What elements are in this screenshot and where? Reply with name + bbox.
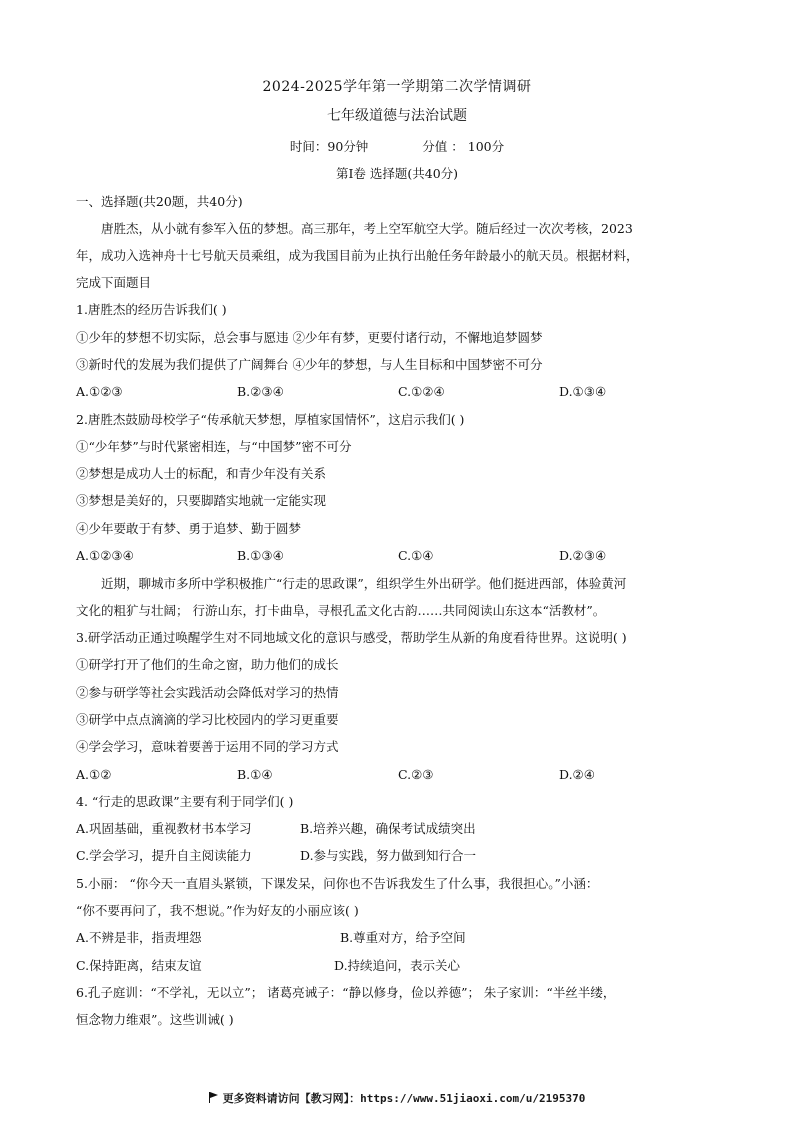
q6-stem-line-2: 恒念物力维艰”。这些训诫( ) — [76, 1012, 234, 1027]
q3-statement-2: ②参与研学等社会实践活动会降低对学习的热情 — [76, 685, 339, 700]
q4-option-a: A.巩固基础，重视教材书本学习 — [76, 821, 252, 836]
material-2-line-2: 文化的粗犷与壮阔； 行游山东，打卡曲阜，寻根孔孟文化古韵……共同阅读山东这本“活教材”。 — [76, 603, 606, 618]
q1-statement-2: ③新时代的发展为我们提供了广阔舞台 ④少年的梦想，与人生目标和中国梦密不可分 — [76, 357, 543, 372]
footer-text[interactable]: 更多资料请访问【教习网】：https://www.51jiaoxi.com/u/2195370 — [222, 1092, 586, 1105]
q4-option-d: D.参与实践，努力做到知行合一 — [300, 848, 477, 863]
q1-options — [76, 383, 734, 401]
q2-statement-3: ③梦想是美好的，只要脚踏实地就一定能实现 — [76, 493, 327, 508]
footer-link[interactable] — [0, 1090, 794, 1106]
q4-options-row-2 — [76, 847, 734, 865]
q3-option-b: B.①④ — [237, 767, 273, 782]
q2-option-b: B.①③④ — [237, 548, 284, 563]
exam-score: 分值 ： 100分 — [422, 139, 505, 154]
q4-options-row-1 — [76, 820, 734, 838]
q5-stem-line-1: 5.小丽： “你今天一直眉头紧锁，下课发呆，问你也不告诉我发生了什么事，我很担心。”小涵： — [76, 876, 599, 891]
exam-subtitle: 七年级道德与法治试题 — [327, 108, 467, 124]
q5-options-row-1 — [76, 929, 734, 947]
q5-options-row-2 — [76, 957, 734, 975]
q2-statement-1: ①“少年梦”与时代紧密相连，与“中国梦”密不可分 — [76, 439, 352, 454]
material-1-line-2: 年，成功入选神舟十七号航天员乘组，成为我国目前为止执行出舱任务年龄最小的航天员。根据材料， — [76, 248, 639, 263]
q2-statement-2: ②梦想是成功人士的标配，和青少年没有关系 — [76, 466, 327, 481]
q5-option-a: A.不辨是非，指责埋怨 — [76, 930, 202, 945]
q3-option-a: A.①② — [76, 767, 112, 782]
exam-meta — [0, 138, 794, 156]
q1-statement-1: ①少年的梦想不切实际，总会事与愿违 ②少年有梦，更要付诸行动，不懈地追梦圆梦 — [76, 330, 543, 345]
q2-statement-4: ④少年要敢于有梦、勇于追梦、勤于圆梦 — [76, 521, 302, 536]
q4-option-c: C.学会学习，提升自主阅读能力 — [76, 848, 252, 863]
q2-stem: 2.唐胜杰鼓励母校学子“传承航天梦想，厚植家国情怀”，这启示我们( ) — [76, 412, 465, 427]
section-title: 第Ⅰ卷 选择题(共40分) — [335, 166, 459, 181]
q5-option-b: B.尊重对方，给予空间 — [340, 930, 466, 945]
q3-stem: 3.研学活动正通过唤醒学生对不同地域文化的意识与感受，帮助学生从新的角度看待世界。这说明( ) — [76, 630, 627, 645]
q1-option-b: B.②③④ — [237, 384, 284, 399]
material-2-line-1: 近期，聊城市多所中学积极推广“行走的思政课”，组织学生外出研学。他们挺进西部，体验黄河 — [101, 576, 627, 591]
flag-icon — [209, 1092, 219, 1103]
q3-option-d: D.②④ — [559, 767, 595, 782]
part-heading: 一、选择题(共20题，共40分) — [76, 194, 243, 209]
q2-option-d: D.②③④ — [559, 548, 607, 563]
q6-stem-line-1: 6.孔子庭训：“不学礼，无以立”； 诸葛亮诫子：“静以修身，俭以养德”； 朱子家训：“半丝半缕， — [76, 985, 616, 1000]
q3-statement-4: ④学会学习，意味着要善于运用不同的学习方式 — [76, 739, 339, 754]
q5-option-d: D.持续追问，表示关心 — [334, 958, 461, 973]
q2-option-a: A.①②③④ — [76, 548, 134, 563]
q3-statement-3: ③研学中点点滴滴的学习比校园内的学习更重要 — [76, 712, 339, 727]
q3-options — [76, 766, 734, 784]
q4-stem: 4. “行走的思政课”主要有利于同学们( ) — [76, 794, 294, 809]
q1-option-c: C.①②④ — [398, 384, 445, 399]
material-1-line-1: 唐胜杰，从小就有参军入伍的梦想。高三那年，考上空军航空大学。随后经过一次次考核，2023 — [101, 221, 633, 236]
q4-option-b: B.培养兴趣，确保考试成绩突出 — [300, 821, 476, 836]
exam-time: 时间：90分钟 — [289, 139, 369, 154]
exam-title: 2024-2025学年第一学期第二次学情调研 — [262, 79, 532, 95]
q1-option-a: A.①②③ — [76, 384, 123, 399]
q5-stem-line-2: “你不要再问了，我不想说。”作为好友的小丽应该( ) — [76, 903, 359, 918]
q5-option-c: C.保持距离，结束友谊 — [76, 958, 202, 973]
q2-options — [76, 547, 734, 565]
q2-option-c: C.①④ — [398, 548, 434, 563]
q1-option-d: D.①③④ — [559, 384, 607, 399]
q3-option-c: C.②③ — [398, 767, 434, 782]
material-1-line-3: 完成下面题目 — [76, 275, 152, 290]
q1-stem: 1.唐胜杰的经历告诉我们( ) — [76, 302, 227, 317]
q3-statement-1: ①研学打开了他们的生命之窗，助力他们的成长 — [76, 657, 339, 672]
